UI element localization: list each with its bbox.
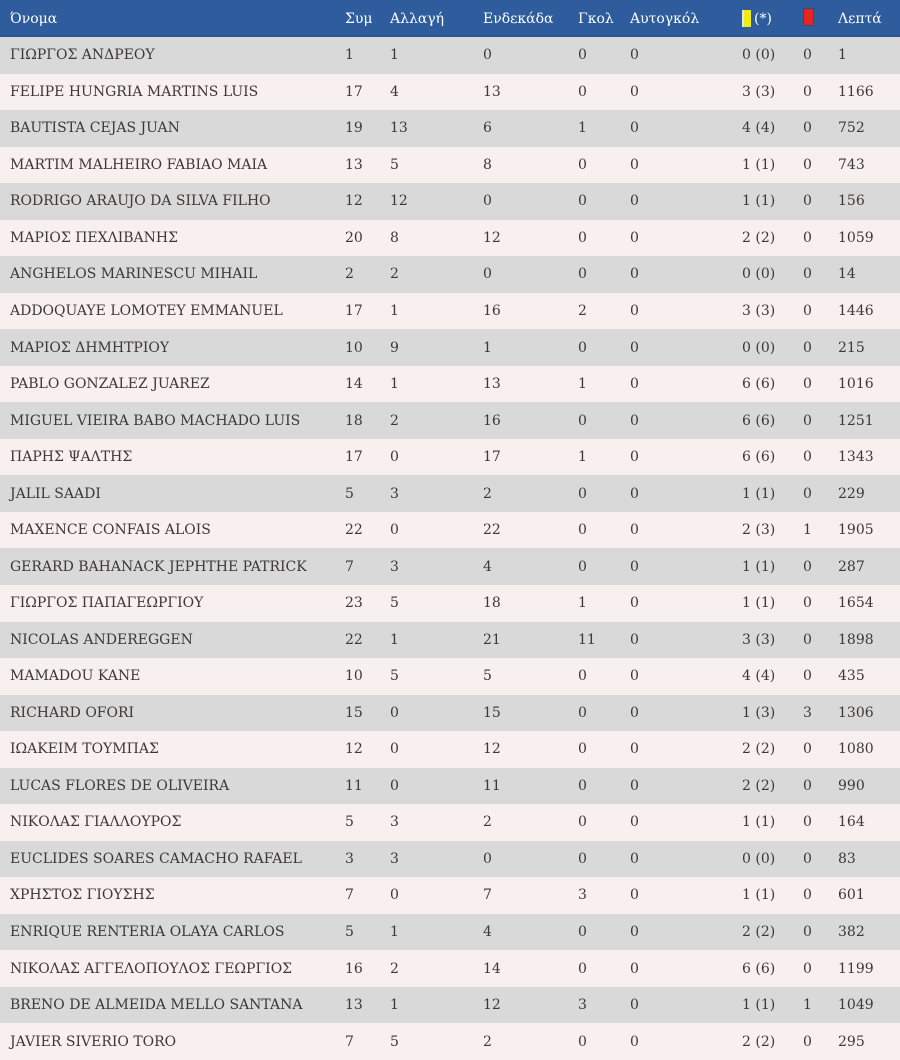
player-name-cell: ΓΙΩΡΓΟΣ ΠΑΠΑΓΕΩΡΓΙΟΥ	[10, 595, 204, 612]
minutes-cell: 1343	[838, 449, 874, 466]
table-row	[0, 804, 900, 841]
minutes-cell: 1080	[838, 741, 874, 758]
player-name-cell: ΠΑΡΗΣ ΨΑΛΤΗΣ	[10, 449, 133, 466]
minutes-cell: 1049	[838, 997, 874, 1014]
minutes-cell: 1199	[838, 960, 874, 977]
minutes-cell: 1016	[838, 376, 874, 393]
yellow-cards-cell: 0 (0)	[742, 266, 776, 283]
own-goals-cell: 0	[630, 814, 639, 831]
table-row	[0, 585, 900, 622]
yellow-cards-cell: 2 (2)	[742, 741, 776, 758]
yellow-cards-cell: 6 (6)	[742, 376, 776, 393]
own-goals-cell: 0	[630, 595, 639, 612]
column-header-yellow-cards	[742, 10, 803, 27]
appearances-cell: 7	[345, 1033, 354, 1050]
player-name-cell: BRENO DE ALMEIDA MELLO SANTANA	[10, 997, 303, 1014]
column-header-red-cards	[803, 8, 838, 30]
red-cards-cell: 0	[803, 850, 812, 867]
own-goals-cell: 0	[630, 47, 639, 64]
starting-eleven-cell: 16	[483, 302, 501, 319]
player-name-cell: JALIL SAADI	[10, 485, 101, 502]
goals-cell: 0	[578, 485, 587, 502]
starting-eleven-cell: 14	[483, 960, 501, 977]
red-cards-cell: 0	[803, 924, 812, 941]
red-cards-cell: 1	[803, 997, 812, 1014]
column-header-own-goals: Αυτογκόλ	[630, 10, 700, 27]
table-row	[0, 987, 900, 1024]
player-name-cell: ΧΡΗΣΤΟΣ ΓΙΟΥΣΗΣ	[10, 887, 155, 904]
minutes-cell: 287	[838, 558, 865, 575]
own-goals-cell: 0	[630, 668, 639, 685]
table-row	[0, 658, 900, 695]
yellow-cards-cell: 6 (6)	[742, 412, 776, 429]
own-goals-cell: 0	[630, 704, 639, 721]
substitutions-cell: 4	[390, 83, 399, 100]
starting-eleven-cell: 5	[483, 668, 492, 685]
red-cards-cell: 0	[803, 376, 812, 393]
own-goals-cell: 0	[630, 302, 639, 319]
goals-cell: 11	[578, 631, 596, 648]
starting-eleven-cell: 17	[483, 449, 501, 466]
goals-cell: 0	[578, 193, 587, 210]
table-row	[0, 877, 900, 914]
minutes-cell: 164	[838, 814, 865, 831]
substitutions-cell: 3	[390, 558, 399, 575]
red-cards-cell: 0	[803, 595, 812, 612]
player-name-cell: ΓΙΩΡΓΟΣ ΑΝΔΡΕΟΥ	[10, 47, 155, 64]
substitutions-cell: 3	[390, 814, 399, 831]
red-cards-cell: 0	[803, 1033, 812, 1050]
appearances-cell: 5	[345, 485, 354, 502]
yellow-cards-cell: 4 (4)	[742, 120, 776, 137]
appearances-cell: 14	[345, 376, 363, 393]
table-row	[0, 841, 900, 878]
own-goals-cell: 0	[630, 229, 639, 246]
goals-cell: 1	[578, 120, 587, 137]
starting-eleven-cell: 21	[483, 631, 501, 648]
goals-cell: 0	[578, 850, 587, 867]
starting-eleven-cell: 13	[483, 83, 501, 100]
column-header-minutes: Λεπτά	[838, 10, 882, 27]
table-row	[0, 512, 900, 549]
goals-cell: 0	[578, 522, 587, 539]
yellow-cards-cell: 1 (1)	[742, 997, 776, 1014]
red-cards-cell: 0	[803, 156, 812, 173]
substitutions-cell: 0	[390, 522, 399, 539]
own-goals-cell: 0	[630, 960, 639, 977]
substitutions-cell: 1	[390, 924, 399, 941]
player-name-cell: ENRIQUE RENTERIA OLAYA CARLOS	[10, 924, 285, 941]
goals-cell: 0	[578, 1033, 587, 1050]
substitutions-cell: 8	[390, 229, 399, 246]
minutes-cell: 215	[838, 339, 865, 356]
table-row	[0, 1023, 900, 1060]
appearances-cell: 22	[345, 522, 363, 539]
own-goals-cell: 0	[630, 741, 639, 758]
yellow-cards-cell: 4 (4)	[742, 668, 776, 685]
player-name-cell: RODRIGO ARAUJO DA SILVA FILHO	[10, 193, 271, 210]
appearances-cell: 10	[345, 668, 363, 685]
substitutions-cell: 2	[390, 266, 399, 283]
yellow-cards-cell: 1 (1)	[742, 595, 776, 612]
table-row	[0, 439, 900, 476]
starting-eleven-cell: 0	[483, 193, 492, 210]
minutes-cell: 229	[838, 485, 865, 502]
own-goals-cell: 0	[630, 1033, 639, 1050]
table-row	[0, 37, 900, 74]
substitutions-cell: 1	[390, 631, 399, 648]
red-cards-cell: 0	[803, 668, 812, 685]
starting-eleven-cell: 11	[483, 777, 501, 794]
goals-cell: 0	[578, 668, 587, 685]
substitutions-cell: 12	[390, 193, 408, 210]
appearances-cell: 3	[345, 850, 354, 867]
own-goals-cell: 0	[630, 558, 639, 575]
minutes-cell: 1654	[838, 595, 874, 612]
appearances-cell: 12	[345, 741, 363, 758]
substitutions-cell: 3	[390, 485, 399, 502]
appearances-cell: 11	[345, 777, 363, 794]
table-row	[0, 183, 900, 220]
yellow-cards-cell: 2 (2)	[742, 924, 776, 941]
own-goals-cell: 0	[630, 997, 639, 1014]
starting-eleven-cell: 12	[483, 997, 501, 1014]
player-name-cell: NICOLAS ANDEREGGEN	[10, 631, 193, 648]
starting-eleven-cell: 13	[483, 376, 501, 393]
player-name-cell: LUCAS FLORES DE OLIVEIRA	[10, 777, 230, 794]
player-name-cell: JAVIER SIVERIO TORO	[10, 1033, 177, 1050]
red-cards-cell: 0	[803, 339, 812, 356]
red-cards-cell: 0	[803, 193, 812, 210]
red-cards-cell: 0	[803, 449, 812, 466]
goals-cell: 0	[578, 777, 587, 794]
minutes-cell: 1059	[838, 229, 874, 246]
player-name-cell: MAXENCE CONFAIS ALOIS	[10, 522, 211, 539]
minutes-cell: 743	[838, 156, 865, 173]
yellow-cards-cell: 2 (2)	[742, 777, 776, 794]
player-name-cell: MARTIM MALHEIRO FABIAO MAIA	[10, 156, 268, 173]
appearances-cell: 12	[345, 193, 363, 210]
red-cards-cell: 0	[803, 229, 812, 246]
goals-cell: 0	[578, 47, 587, 64]
table-row	[0, 293, 900, 330]
player-name-cell: MAMADOU KANE	[10, 668, 141, 685]
table-row	[0, 548, 900, 585]
minutes-cell: 990	[838, 777, 865, 794]
red-cards-cell: 0	[803, 558, 812, 575]
own-goals-cell: 0	[630, 120, 639, 137]
appearances-cell: 15	[345, 704, 363, 721]
red-cards-cell: 1	[803, 522, 812, 539]
yellow-cards-cell: 3 (3)	[742, 302, 776, 319]
player-name-cell: ΜΑΡΙΟΣ ΠΕΧΛΙΒΑΝΗΣ	[10, 229, 179, 246]
substitutions-cell: 13	[390, 120, 408, 137]
yellow-card-icon	[742, 10, 751, 27]
starting-eleven-cell: 0	[483, 850, 492, 867]
appearances-cell: 18	[345, 412, 363, 429]
appearances-cell: 23	[345, 595, 363, 612]
goals-cell: 1	[578, 449, 587, 466]
goals-cell: 3	[578, 997, 587, 1014]
table-row	[0, 147, 900, 184]
substitutions-cell: 2	[390, 960, 399, 977]
minutes-cell: 295	[838, 1033, 865, 1050]
goals-cell: 0	[578, 741, 587, 758]
red-cards-cell: 0	[803, 266, 812, 283]
player-name-cell: RICHARD OFORI	[10, 704, 135, 721]
starting-eleven-cell: 2	[483, 485, 492, 502]
appearances-cell: 5	[345, 814, 354, 831]
own-goals-cell: 0	[630, 485, 639, 502]
table-row	[0, 366, 900, 403]
goals-cell: 0	[578, 156, 587, 173]
minutes-cell: 14	[838, 266, 856, 283]
substitutions-cell: 0	[390, 704, 399, 721]
column-header-appearances: Συμ	[345, 10, 373, 27]
yellow-cards-header-label: (*)	[754, 10, 772, 27]
yellow-cards-cell: 1 (3)	[742, 704, 776, 721]
red-cards-cell: 0	[803, 887, 812, 904]
yellow-cards-cell: 1 (1)	[742, 193, 776, 210]
yellow-cards-cell: 0 (0)	[742, 47, 776, 64]
starting-eleven-cell: 4	[483, 924, 492, 941]
table-body	[0, 37, 900, 1060]
goals-cell: 0	[578, 229, 587, 246]
appearances-cell: 7	[345, 887, 354, 904]
goals-cell: 0	[578, 83, 587, 100]
starting-eleven-cell: 12	[483, 741, 501, 758]
table-row	[0, 768, 900, 805]
player-name-cell: ADDOQUAYE LOMOTEY EMMANUEL	[10, 302, 283, 319]
substitutions-cell: 0	[390, 887, 399, 904]
goals-cell: 0	[578, 704, 587, 721]
substitutions-cell: 5	[390, 1033, 399, 1050]
table-row	[0, 402, 900, 439]
own-goals-cell: 0	[630, 193, 639, 210]
player-name-cell: MIGUEL VIEIRA BABO MACHADO LUIS	[10, 412, 301, 429]
table-row	[0, 110, 900, 147]
goals-cell: 0	[578, 412, 587, 429]
appearances-cell: 16	[345, 960, 363, 977]
minutes-cell: 435	[838, 668, 865, 685]
minutes-cell: 83	[838, 850, 856, 867]
starting-eleven-cell: 7	[483, 887, 492, 904]
table-row	[0, 74, 900, 111]
player-name-cell: ΝΙΚΟΛΑΣ ΑΓΓΕΛΟΠΟΥΛΟΣ ΓΕΩΡΓΙΟΣ	[10, 960, 293, 977]
appearances-cell: 1	[345, 47, 354, 64]
starting-eleven-cell: 2	[483, 1033, 492, 1050]
player-name-cell: ANGHELOS MARINESCU MIHAIL	[10, 266, 258, 283]
minutes-cell: 1306	[838, 704, 874, 721]
substitutions-cell: 9	[390, 339, 399, 356]
red-cards-cell: 0	[803, 120, 812, 137]
appearances-cell: 17	[345, 302, 363, 319]
table-row	[0, 622, 900, 659]
minutes-cell: 156	[838, 193, 865, 210]
own-goals-cell: 0	[630, 777, 639, 794]
starting-eleven-cell: 0	[483, 47, 492, 64]
table-row	[0, 329, 900, 366]
substitutions-cell: 0	[390, 777, 399, 794]
own-goals-cell: 0	[630, 412, 639, 429]
red-cards-cell: 0	[803, 814, 812, 831]
yellow-cards-cell: 2 (2)	[742, 229, 776, 246]
yellow-cards-cell: 1 (1)	[742, 887, 776, 904]
player-name-cell: EUCLIDES SOARES CAMACHO RAFAEL	[10, 850, 302, 867]
player-name-cell: ΜΑΡΙΟΣ ΔΗΜΗΤΡΙΟΥ	[10, 339, 170, 356]
red-cards-cell: 0	[803, 960, 812, 977]
starting-eleven-cell: 16	[483, 412, 501, 429]
red-cards-cell: 0	[803, 741, 812, 758]
table-row	[0, 695, 900, 732]
appearances-cell: 10	[345, 339, 363, 356]
red-cards-cell: 0	[803, 485, 812, 502]
red-cards-cell: 3	[803, 704, 812, 721]
player-name-cell: BAUTISTA CEJAS JUAN	[10, 120, 180, 137]
own-goals-cell: 0	[630, 266, 639, 283]
goals-cell: 0	[578, 558, 587, 575]
starting-eleven-cell: 4	[483, 558, 492, 575]
minutes-cell: 1	[838, 47, 847, 64]
goals-cell: 0	[578, 924, 587, 941]
column-header-name: Όνομα	[10, 10, 58, 27]
table-row	[0, 220, 900, 257]
goals-cell: 0	[578, 339, 587, 356]
yellow-cards-cell: 3 (3)	[742, 83, 776, 100]
table-header-row	[0, 0, 900, 37]
own-goals-cell: 0	[630, 83, 639, 100]
substitutions-cell: 1	[390, 302, 399, 319]
yellow-cards-cell: 6 (6)	[742, 449, 776, 466]
appearances-cell: 20	[345, 229, 363, 246]
player-name-cell: GERARD BAHANACK JEPHTHE PATRICK	[10, 558, 307, 575]
minutes-cell: 1905	[838, 522, 874, 539]
appearances-cell: 7	[345, 558, 354, 575]
substitutions-cell: 5	[390, 668, 399, 685]
yellow-cards-cell: 0 (0)	[742, 850, 776, 867]
minutes-cell: 752	[838, 120, 865, 137]
appearances-cell: 22	[345, 631, 363, 648]
goals-cell: 3	[578, 887, 587, 904]
table-row	[0, 475, 900, 512]
red-cards-cell: 0	[803, 47, 812, 64]
appearances-cell: 19	[345, 120, 363, 137]
starting-eleven-cell: 2	[483, 814, 492, 831]
appearances-cell: 2	[345, 266, 354, 283]
column-header-substitutions: Αλλαγή	[390, 10, 445, 27]
goals-cell: 2	[578, 302, 587, 319]
table-row	[0, 950, 900, 987]
substitutions-cell: 0	[390, 449, 399, 466]
red-cards-cell: 0	[803, 777, 812, 794]
starting-eleven-cell: 8	[483, 156, 492, 173]
minutes-cell: 1898	[838, 631, 874, 648]
starting-eleven-cell: 1	[483, 339, 492, 356]
yellow-cards-cell: 1 (1)	[742, 485, 776, 502]
yellow-cards-cell: 1 (1)	[742, 156, 776, 173]
table-row	[0, 731, 900, 768]
substitutions-cell: 1	[390, 47, 399, 64]
goals-cell: 0	[578, 266, 587, 283]
yellow-cards-cell: 1 (1)	[742, 558, 776, 575]
table-row	[0, 914, 900, 951]
starting-eleven-cell: 6	[483, 120, 492, 137]
red-cards-cell: 0	[803, 83, 812, 100]
substitutions-cell: 0	[390, 741, 399, 758]
minutes-cell: 1166	[838, 83, 874, 100]
red-cards-cell: 0	[803, 412, 812, 429]
starting-eleven-cell: 22	[483, 522, 501, 539]
own-goals-cell: 0	[630, 850, 639, 867]
minutes-cell: 1251	[838, 412, 874, 429]
substitutions-cell: 3	[390, 850, 399, 867]
table-row	[0, 256, 900, 293]
appearances-cell: 13	[345, 997, 363, 1014]
goals-cell: 1	[578, 595, 587, 612]
appearances-cell: 17	[345, 83, 363, 100]
substitutions-cell: 2	[390, 412, 399, 429]
substitutions-cell: 5	[390, 595, 399, 612]
yellow-cards-cell: 2 (2)	[742, 1033, 776, 1050]
red-cards-cell: 0	[803, 302, 812, 319]
own-goals-cell: 0	[630, 449, 639, 466]
appearances-cell: 13	[345, 156, 363, 173]
yellow-cards-cell: 1 (1)	[742, 814, 776, 831]
own-goals-cell: 0	[630, 339, 639, 356]
yellow-cards-cell: 3 (3)	[742, 631, 776, 648]
own-goals-cell: 0	[630, 631, 639, 648]
own-goals-cell: 0	[630, 924, 639, 941]
substitutions-cell: 1	[390, 997, 399, 1014]
minutes-cell: 601	[838, 887, 865, 904]
own-goals-cell: 0	[630, 376, 639, 393]
appearances-cell: 17	[345, 449, 363, 466]
starting-eleven-cell: 15	[483, 704, 501, 721]
yellow-cards-cell: 2 (3)	[742, 522, 776, 539]
player-name-cell: FELIPE HUNGRIA MARTINS LUIS	[10, 83, 259, 100]
player-name-cell: PABLO GONZALEZ JUAREZ	[10, 376, 210, 393]
red-cards-cell: 0	[803, 631, 812, 648]
starting-eleven-cell: 0	[483, 266, 492, 283]
player-name-cell: ΙΩΑΚΕΙΜ ΤΟΥΜΠΑΣ	[10, 741, 159, 758]
minutes-cell: 382	[838, 924, 865, 941]
column-header-goals: Γκολ	[578, 10, 614, 27]
minutes-cell: 1446	[838, 302, 874, 319]
column-header-starting-eleven: Ενδεκάδα	[483, 10, 554, 27]
goals-cell: 0	[578, 960, 587, 977]
own-goals-cell: 0	[630, 522, 639, 539]
starting-eleven-cell: 18	[483, 595, 501, 612]
red-card-icon	[803, 8, 814, 26]
substitutions-cell: 5	[390, 156, 399, 173]
starting-eleven-cell: 12	[483, 229, 501, 246]
own-goals-cell: 0	[630, 887, 639, 904]
goals-cell: 1	[578, 376, 587, 393]
player-name-cell: ΝΙΚΟΛΑΣ ΓΙΑΛΛΟΥΡΟΣ	[10, 814, 182, 831]
substitutions-cell: 1	[390, 376, 399, 393]
own-goals-cell: 0	[630, 156, 639, 173]
yellow-cards-cell: 6 (6)	[742, 960, 776, 977]
goals-cell: 0	[578, 814, 587, 831]
appearances-cell: 5	[345, 924, 354, 941]
yellow-cards-cell: 0 (0)	[742, 339, 776, 356]
